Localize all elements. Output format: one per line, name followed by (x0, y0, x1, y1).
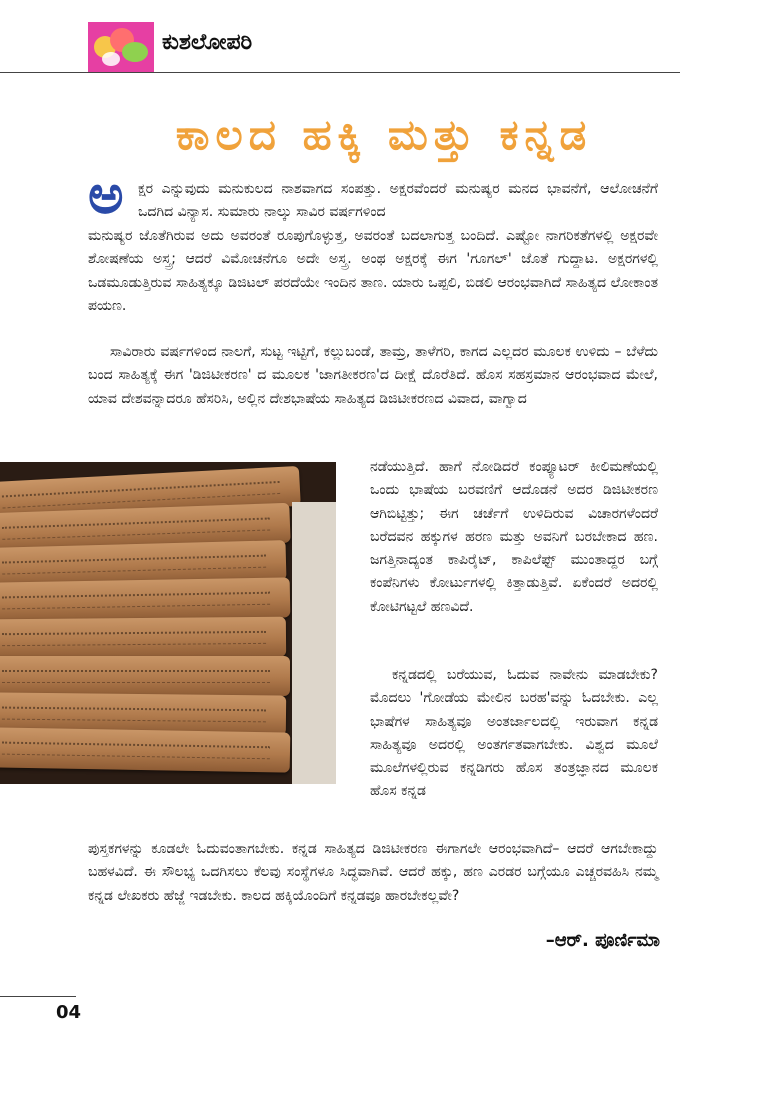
footer-divider (0, 996, 76, 997)
paragraph-2: ಸಾವಿರಾರು ವರ್ಷಗಳಿಂದ ನಾಲಗೆ, ಸುಟ್ಟ ಇಟ್ಟಿಗೆ, ಕಲ್ಲುಬಂಡೆ, ತಾಮ್ರ, ತಾಳೆಗರಿ, ಕಾಗದ ಎಲ್ಲದರ ಮೂಲಕ ಉಳಿದು – ಬೆಳೆದು ಬಂದ ಸಾಹಿತ್ಯಕ್ಕೆ ಈಗ 'ಡಿಜಿಟೀಕರಣ' ದ ಮೂಲಕ 'ಜಾಗತೀಕರಣ'ದ ದೀಕ್ಷೆ ದೊರೆತಿದೆ. ಹೊಸ ಸಹಸ್ರಮಾನ ಆರಂಭವಾದ ಮೇಲೆ, ಯಾವ ದೇಶವನ್ನಾದರೂ ಹೆಸರಿಸಿ, ಅಲ್ಲಿನ ದೇಶಭಾಷೆಯ ಸಾಹಿತ್ಯದ ಡಿಜಿಟೀಕರಣದ ವಿವಾದ, ವಾಗ್ವಾದ (88, 344, 658, 407)
paragraph-2-continued: ನಡೆಯುತ್ತಿದೆ. ಹಾಗೆ ನೋಡಿದರೆ ಕಂಪ್ಯೂಟರ್ ಕೀಲಿಮಣೆಯಲ್ಲಿ ಒಂದು ಭಾಷೆಯ ಬರವಣಿಗೆ ಆದೊಡನೆ ಅದರ ಡಿಜಿಟೀಕರಣ ಆಗಿಬಿಟ್ಟಿತ್ತು; ಈಗ ಚರ್ಚೆಗೆ ಉಳಿದಿರುವ ವಿಚಾರಗಳೆಂದರೆ ಬರೆದವನ ಹಕ್ಕುಗಳ ಹರಣ ಮತ್ತು ಅವನಿಗೆ ಬರಬೇಕಾದ ಹಣ. ಜಗತ್ತಿನಾದ್ಯಂತ ಕಾಪಿರೈಟ್, ಕಾಪಿಲೆಫ್ಟ್ ಮುಂತಾದ್ದರ ಬಗ್ಗೆ ಕಂಪೆನಿಗಳು ಕೋರ್ಟುಗಳಲ್ಲಿ ಕಿತ್ತಾಡುತ್ತಿವೆ. ಏಕೆಂದರೆ ಅದರಲ್ಲಿ ಕೋಟಿಗಟ್ಟಲೆ ಹಣವಿದೆ. (370, 459, 658, 615)
header-divider (0, 72, 680, 73)
drop-cap: ಅ (88, 163, 124, 226)
author-byline: –ಆರ್. ಪೂರ್ಣಿಮಾ (545, 930, 660, 951)
page-number: 04 (56, 1002, 82, 1023)
paragraph-1-continued: ಮನುಷ್ಯರ ಜೊತೆಗಿರುವ ಅದು ಅವರಂತೆ ರೂಪುಗೊಳ್ಳುತ್ತ, ಅವರಂತೆ ಬದಲಾಗುತ್ತ ಬಂದಿದೆ. ಎಷ್ಟೋ ನಾಗರಿಕತೆಗಳಲ್ಲಿ ಅಕ್ಷರವೇ ಶೋಷಣೆಯ ಅಸ್ತ್ರ; ಆದರೆ ವಿಮೋಚನೆಗೂ ಅದೇ ಅಸ್ತ್ರ. ಅಂಥ ಅಕ್ಷರಕ್ಕೆ ಈಗ 'ಗೂಗಲ್' ಜೊತೆ ಗುದ್ದಾಟ. ಅಕ್ಷರಗಳಲ್ಲಿ ಒಡಮೂಡುತ್ತಿರುವ ಸಾಹಿತ್ಯಕ್ಕೂ ಡಿಜಿಟಲ್ ಪರದೆಯೇ ಇಂದಿನ ತಾಣ. ಯಾರು ಒಪ್ಪಲಿ, ಬಿಡಲಿ ಆರಂಭವಾಗಿದೆ ಸಾಹಿತ್ಯದ ಲೋಕಾಂತ ಪಯಣ. (88, 228, 658, 314)
magazine-logo (88, 22, 154, 72)
paragraph-1: ಕ್ಷರ ಎನ್ನುವುದು ಮನುಕುಲದ ನಾಶವಾಗದ ಸಂಪತ್ತು. ಅಕ್ಷರವೆಂದರೆ ಮನುಷ್ಯರ ಮನದ ಭಾವನೆಗೆ, ಆಲೋಚನೆಗೆ ಒದಗಿದ ವಿನ್ಯಾಸ. ಸುಮಾರು ನಾಲ್ಕು ಸಾವಿರ ವರ್ಷಗಳಿಂದ (138, 181, 658, 221)
section-title: ಕುಶಲೋಪರಿ (162, 30, 253, 55)
palm-leaf-manuscript-image (0, 462, 336, 784)
article-title: ಕಾಲದ ಹಕ್ಕಿ ಮತ್ತು ಕನ್ನಡ (175, 110, 593, 159)
paragraph-3: ಕನ್ನಡದಲ್ಲಿ ಬರೆಯುವ, ಓದುವ ನಾವೇನು ಮಾಡಬೇಕು? ಮೊದಲು 'ಗೋಡೆಯ ಮೇಲಿನ ಬರಹ'ವನ್ನು ಓದಬೇಕು. ಎಲ್ಲ ಭಾಷೆಗಳ ಸಾಹಿತ್ಯವೂ ಅಂತರ್ಜಾಲದಲ್ಲಿ ಇರುವಾಗ ಕನ್ನಡ ಸಾಹಿತ್ಯವೂ ಅದರಲ್ಲಿ ಅಂತರ್ಗತವಾಗಬೇಕು. ವಿಶ್ವದ ಮೂಲೆ ಮೂಲೆಗಳಲ್ಲಿರುವ ಕನ್ನಡಿಗರು ಹೊಸ ತಂತ್ರಜ್ಞಾನದ ಮೂಲಕ ಹೊಸ ಕನ್ನಡ (370, 667, 658, 800)
paragraph-3-continued: ಪುಸ್ತಕಗಳನ್ನು ಕೂಡಲೇ ಓದುವಂತಾಗಬೇಕು. ಕನ್ನಡ ಸಾಹಿತ್ಯದ ಡಿಜಿಟೀಕರಣ ಈಗಾಗಲೇ ಆರಂಭವಾಗಿದೆ– ಆದರೆ ಆಗಬೇಕಾದ್ದು ಬಹಳವಿದೆ. ಈ ಸೌಲಭ್ಯ ಒದಗಿಸಲು ಕೆಲವು ಸಂಸ್ಥೆಗಳೂ ಸಿದ್ಧವಾಗಿವೆ. ಆದರೆ ಹಕ್ಕು, ಹಣ ಎರಡರ ಬಗ್ಗೆಯೂ ಎಚ್ಚರವಹಿಸಿ ನಮ್ಮ ಕನ್ನಡ ಲೇಖಕರು ಹೆಜ್ಜೆ ಇಡಬೇಕು. ಕಾಲದ ಹಕ್ಕಿಯೊಂದಿಗೆ ಕನ್ನಡವೂ ಹಾರಬೇಕಲ್ಲವೇ? (88, 841, 658, 904)
